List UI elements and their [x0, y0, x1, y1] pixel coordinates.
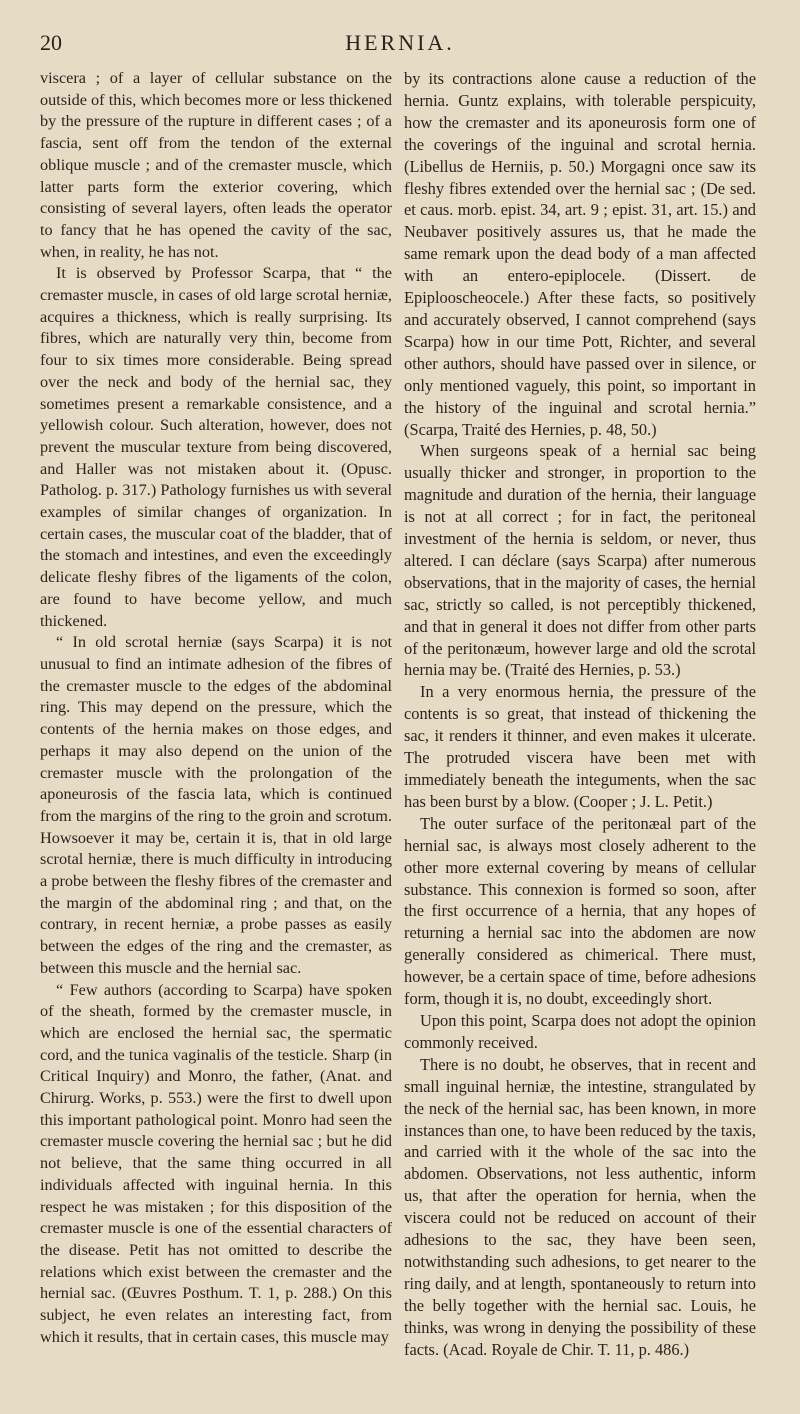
page-header	[40, 30, 760, 58]
paragraph: “ In old scrotal herniæ (says Scarpa) it is not unusual to find an intimate adhesion of the fibres of the cremaster muscle to the edges of the abdominal ring. This may depend on the pressure, which the contents of the hernia makes on those edges, and perhaps it may also depend on the union of the cremaster muscle with the prolongation of the aponeurosis of the fascia lata, which is continued from the margins of the ring to the groin and scrotum. Howsoever it may be, certain it is, that in old large scrotal herniæ, there is much difficulty in introducing a probe between the fleshy fibres of the cremaster and the margin of the abdominal ring ; and that, on the contrary, in recent herniæ, a probe passes as easily between the edges of the ring and the cremaster, as between this muscle and the hernial sac.	[40, 633, 392, 977]
paragraph: viscera ; of a layer of cellular substance on the outside of this, which becomes more or less thickened by the pressure of the rupture in different cases ; of a fascia, sent off from the tendon of the external oblique muscle ; and of the cremaster muscle, which latter parts form the exterior covering, which consisting of several layers, often leads the operator to fancy that he has opened the cavity of the sac, when, in reality, he has not.	[40, 69, 392, 261]
running-head: HERNIA.	[345, 30, 455, 55]
paragraph: When surgeons speak of a hernial sac being usually thicker and stronger, in proportion to the magnitude and duration of the hernia, their language is not at all correct ; for in fact, the peritoneal investment of the hernia is seldom, or never, thus altered. I can déclare (says Scarpa) after numerous observations, that in the majority of cases, the hernial sac, strictly so called, is not perceptibly thickened, and that in general it does not differ from other parts of the peritonæum, however large and old the scrotal hernia may be. (Traité des Hernies, p. 53.)	[404, 441, 756, 680]
left-column	[40, 68, 392, 1388]
paragraph: There is no doubt, he observes, that in recent and small inguinal herniæ, the intestine, strangulated by the neck of the hernial sac, has been known, in more instances than one, to have been reduced by the taxis, and carried with it the whole of the sac into the abdomen. Observations, not less authentic, inform us, that after the operation for hernia, when the viscera could not be reduced on account of their adhesions to the sac, they have been seen, notwithstanding such adhesions, to get nearer to the ring daily, and at length, spontaneously to return into the belly together with the hernial sac. Louis, he thinks, was wrong in denying the possibility of these facts. (Acad. Royale de Chir. T. 11, p. 486.)	[404, 1054, 756, 1359]
paragraph: by its contractions alone cause a reduction of the hernia. Guntz explains, with tolerable perspicuity, how the cremaster and its aponeurosis form one of the coverings of the inguinal and scrotal hernia. (Libellus de Herniis, p. 50.) Morgagni once saw its fleshy fibres extended over the hernial sac ; (De sed. et caus. morb. epist. 34, art. 9 ; epist. 31, art. 15.) and Neubaver positively assures us, that he made the same remark upon the dead body of a man affected with an entero-epiplocele. (Dissert. de Epiplooscheocele.) After these facts, so positively and accurately observed, I cannot comprehend (says Scarpa) how in our time Pott, Richter, and several other authors, should have passed over in silence, or only mentioned vaguely, this point, so important in the history of the inguinal and scrotal hernia.” (Scarpa, Traité des Hernies, p. 48, 50.)	[404, 69, 756, 439]
page-number: 20	[40, 30, 62, 55]
right-column	[404, 68, 756, 1388]
paragraph: In a very enormous hernia, the pressure of the contents is so great, that instead of thickening the sac, it renders it thinner, and even makes it ulcerate. The protruded viscera have been met with immediately beneath the integuments, when the sac has been burst by a blow. (Cooper ; J. L. Petit.)	[404, 682, 756, 811]
paragraph: It is observed by Professor Scarpa, that “ the cremaster muscle, in cases of old large scrotal herniæ, acquires a thickness, which is really surprising. Its fibres, which are naturally very thin, become from four to six times more considerable. Being spread over the neck and body of the hernial sac, they sometimes present a remarkable consistence, and a yellowish colour. Such alteration, however, does not prevent the muscular texture from being discovered, and Haller was not mistaken about it. (Opusc. Patholog. p. 317.) Pathology furnishes us with several examples of similar changes of organization. In certain cases, the muscular coat of the bladder, that of the stomach and intestines, and even the exceedingly delicate fleshy fibres of the ligaments of the colon, are found to have become yellow, and much thickened.	[40, 264, 392, 630]
paragraph: The outer surface of the peritonæal part of the hernial sac, is always most closely adherent to the other more external covering by means of cellular substance. This connexion is formed so soon, after the first occurrence of a hernia, that any hopes of returning a hernial sac into the abdomen are now generally considered as chimerical. There must, however, be a certain space of time, before adhesions form, though it is, no doubt, exceedingly short.	[404, 813, 756, 1009]
paragraph: Upon this point, Scarpa does not adopt the opinion commonly received.	[404, 1010, 756, 1052]
paragraph: “ Few authors (according to Scarpa) have spoken of the sheath, formed by the cremaster muscle, in which are enclosed the hernial sac, the spermatic cord, and the tunica vaginalis of the testicle. Sharp (in Critical Inquiry) and Monro, the father, (Anat. and Chirurg. Works, p. 553.) were the first to dwell upon this important pathological point. Monro had seen the cremaster muscle covering the hernial sac ; but he did not believe, that the same thing occurred in all individuals affected with inguinal hernia. In this respect he was mistaken ; for this disposition of the cremaster muscle is one of the essential characters of the disease. Petit has not omitted to describe the relations which exist between the cremaster and the hernial sac. (Œuvres Posthum. T. 1, p. 288.) On this subject, he even relates an interesting fact, from which it results, that in certain cases, this muscle may	[40, 980, 392, 1346]
